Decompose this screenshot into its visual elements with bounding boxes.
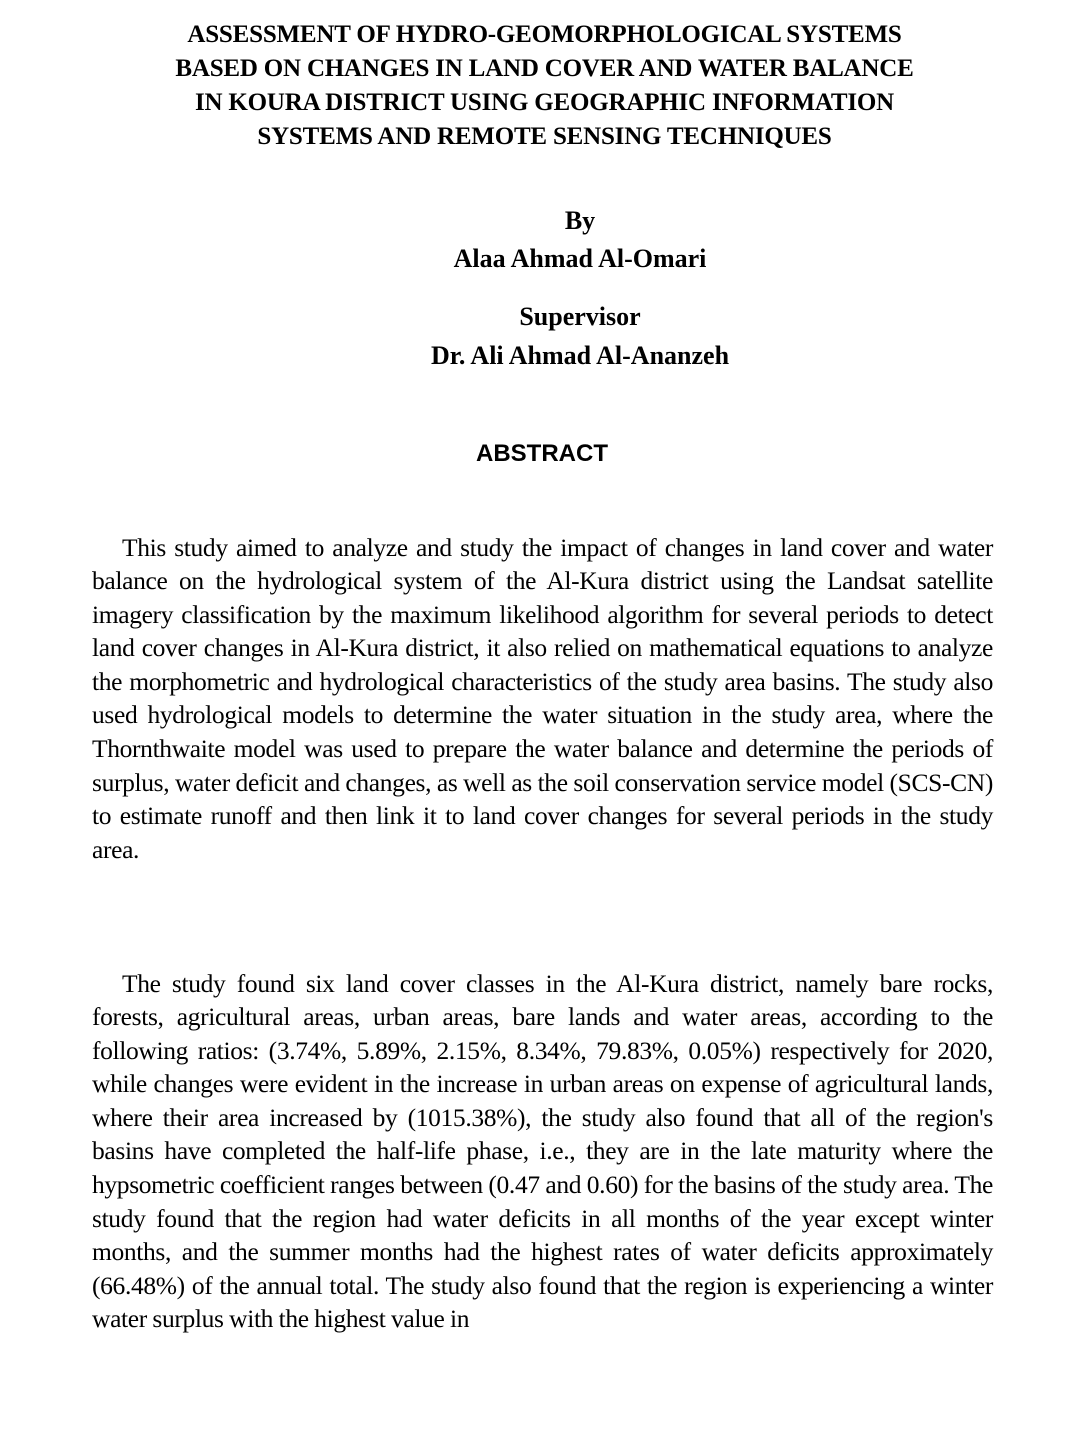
title-line: SYSTEMS AND REMOTE SENSING TECHNIQUES bbox=[257, 123, 832, 150]
title-line: IN KOURA DISTRICT USING GEOGRAPHIC INFORMATION bbox=[195, 89, 894, 116]
title-line: BASED ON CHANGES IN LAND COVER AND WATER BALANCE bbox=[175, 55, 914, 82]
by-label: By bbox=[564, 206, 596, 235]
title-line: ASSESSMENT OF HYDRO-GEOMORPHOLOGICAL SYSTEMS bbox=[187, 21, 902, 48]
abstract-paragraph: The study found six land cover classes in the Al-Kura district, namely bare rocks, forests, agricultural areas, urban areas, bare lands and water areas, according to the following ratios: (3.74%, 5.89%, 2.15%, 8.34%, 79.83%, 0.05%) respectively for 2020, while changes were evident in the increase in urban areas on expense of agricultural lands, where their area increased by (1015.38%), the study also found that all of the region's basins have completed the half-life phase, i.e., they are in the late maturity where the hypsometric coefficient ranges between (0.47 and 0.60) for the basins of the study area. The study found that the region had water deficits in all months of the year except winter months, and the summer months had the highest rates of water deficits approximately (66.48%) of the annual total. The study also found that the region is experiencing a winter water surplus with the highest value in bbox=[92, 968, 993, 1334]
author-name: Alaa Ahmad Al-Omari bbox=[453, 244, 707, 273]
supervisor-name: Dr. Ali Ahmad Al-Ananzeh bbox=[430, 341, 730, 370]
abstract-paragraph: This study aimed to analyze and study the impact of changes in land cover and water balance on the hydrological system of the Al-Kura district using the Landsat satellite imagery classification by the maximum likelihood algorithm for several periods to detect land cover changes in Al-Kura district, it also relied on mathematical equations to analyze the morphometric and hydrological characteristics of the study area basins. The study also used hydrological models to determine the water situation in the study area, where the Thornthwaite model was used to prepare the water balance and determine the periods of surplus, water deficit and changes, as well as the soil conservation service model (SCS-CN) to estimate runoff and then link it to land cover changes for several periods in the study area. bbox=[92, 532, 993, 864]
supervisor-label: Supervisor bbox=[519, 302, 641, 331]
abstract-heading: ABSTRACT bbox=[476, 440, 608, 467]
thesis-title bbox=[80, 18, 1009, 154]
